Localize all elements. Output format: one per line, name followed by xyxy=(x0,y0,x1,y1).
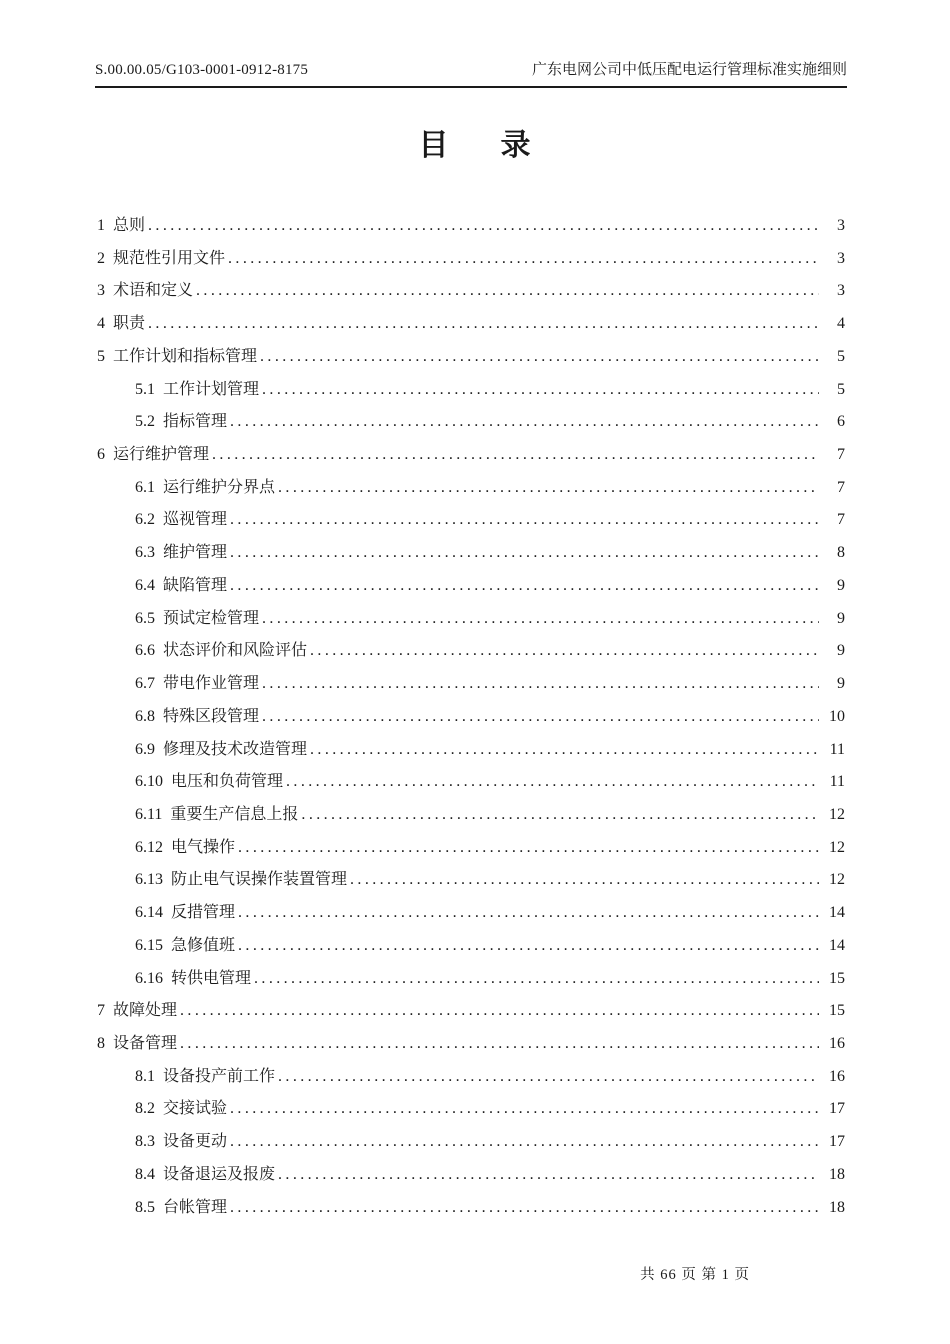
toc-dot-leader xyxy=(230,570,819,603)
toc-entry-label: 特殊区段管理 xyxy=(163,707,260,725)
toc-entry-number: 6.14 xyxy=(135,904,163,922)
toc-entry-page: 7 xyxy=(837,511,845,529)
toc-dot-leader xyxy=(262,668,819,701)
toc-entry-number: 8 xyxy=(97,1034,105,1052)
toc-entry xyxy=(97,1061,845,1094)
toc-entry-number: 7 xyxy=(97,1002,105,1020)
toc-entry-label: 规范性引用文件 xyxy=(113,249,226,267)
toc-dot-leader xyxy=(350,864,819,897)
toc-entry-number: 6.5 xyxy=(135,609,155,627)
toc-entry-page: 16 xyxy=(829,1034,845,1052)
toc-entry-page: 14 xyxy=(829,904,845,922)
toc-dot-leader xyxy=(262,603,819,636)
toc-entry-label: 转供电管理 xyxy=(171,969,252,987)
toc-entry-number: 6.2 xyxy=(135,511,155,529)
toc-entry-page: 5 xyxy=(837,347,845,365)
toc-entry-number: 5.2 xyxy=(135,413,155,431)
toc-entry-number: 6.3 xyxy=(135,544,155,562)
toc-dot-leader xyxy=(310,734,819,767)
toc-entry-label: 职责 xyxy=(113,315,146,333)
toc-entry xyxy=(97,275,845,308)
toc-entry xyxy=(97,1192,845,1225)
toc-entry-number: 1 xyxy=(97,217,105,234)
toc-entry-page: 8 xyxy=(837,544,845,562)
toc-entry-label: 缺陷管理 xyxy=(163,576,228,594)
toc-entry xyxy=(97,995,845,1028)
toc-entry-number: 6 xyxy=(97,446,105,464)
toc-entry-page: 15 xyxy=(829,969,845,987)
toc-entry-page: 18 xyxy=(829,1165,845,1183)
toc-dot-leader xyxy=(301,799,819,832)
toc-entry xyxy=(97,308,845,341)
toc-entry-number: 6.11 xyxy=(135,805,163,823)
toc-entry-page: 7 xyxy=(837,478,845,496)
toc-entry-label: 台帐管理 xyxy=(163,1198,228,1216)
toc-entry xyxy=(97,504,845,537)
toc-entry-label: 预试定检管理 xyxy=(163,609,260,627)
page-header xyxy=(95,60,847,88)
toc-dot-leader xyxy=(262,374,819,407)
toc-entry-label: 设备退运及报废 xyxy=(163,1165,276,1183)
toc-entry xyxy=(97,668,845,701)
toc-entry-page: 11 xyxy=(829,740,845,758)
toc-dot-leader xyxy=(238,930,819,963)
toc-dot-leader xyxy=(230,537,819,570)
page-footer: 共 66 页 第 1 页 xyxy=(640,1267,750,1283)
toc-entry-label: 术语和定义 xyxy=(113,282,194,300)
toc-entry-number: 5.1 xyxy=(135,380,155,398)
toc-entry-number: 6.10 xyxy=(135,773,163,791)
toc-entry xyxy=(97,799,845,832)
toc-dot-leader xyxy=(212,439,819,472)
toc-dot-leader xyxy=(148,210,819,243)
toc-entry-page: 6 xyxy=(837,413,845,431)
toc-entry-number: 8.1 xyxy=(135,1067,155,1085)
toc-entry-page: 9 xyxy=(837,609,845,627)
toc-entry-page: 12 xyxy=(829,838,845,856)
toc-dot-leader xyxy=(254,963,819,996)
toc-entry xyxy=(97,963,845,996)
toc-entry-page: 14 xyxy=(829,936,845,954)
toc-entry-page: 9 xyxy=(837,642,845,660)
toc-entry xyxy=(97,570,845,603)
toc-entry-number: 5 xyxy=(97,347,105,365)
toc-entry-label: 巡视管理 xyxy=(163,511,228,529)
toc-dot-leader xyxy=(238,897,819,930)
toc-entry-number: 6.15 xyxy=(135,936,163,954)
toc-entry xyxy=(97,897,845,930)
toc-entry xyxy=(97,1093,845,1126)
toc-entry-page: 3 xyxy=(837,282,845,300)
toc-entry xyxy=(97,210,845,243)
toc-entry-page: 9 xyxy=(837,576,845,594)
toc-entry xyxy=(97,406,845,439)
toc-dot-leader xyxy=(230,1192,819,1225)
toc-entry-label: 电气操作 xyxy=(171,838,236,856)
toc-entry-number: 6.13 xyxy=(135,871,163,889)
toc-entry-number: 6.7 xyxy=(135,675,155,693)
toc-entry-number: 6.4 xyxy=(135,576,155,594)
toc-entry-number: 8.2 xyxy=(135,1100,155,1118)
toc-entry-label: 工作计划管理 xyxy=(163,380,260,398)
toc-entry-label: 急修值班 xyxy=(171,936,236,954)
toc-dot-leader xyxy=(180,1028,819,1061)
toc-entry-number: 4 xyxy=(97,315,105,333)
toc-entry-number: 6.6 xyxy=(135,642,155,660)
toc-dot-leader xyxy=(278,1061,819,1094)
toc-dot-leader xyxy=(278,472,819,505)
toc-dot-leader xyxy=(230,1126,819,1159)
toc-entry-number: 6.12 xyxy=(135,838,163,856)
toc-entry-page: 9 xyxy=(837,675,845,693)
toc-entry-label: 重要生产信息上报 xyxy=(170,805,299,823)
toc-entry-page: 5 xyxy=(837,380,845,398)
toc-entry-page: 12 xyxy=(829,871,845,889)
toc-entry xyxy=(97,243,845,276)
toc-entry-number: 8.5 xyxy=(135,1198,155,1216)
toc-entry xyxy=(97,603,845,636)
toc-dot-leader xyxy=(286,766,819,799)
toc-entry xyxy=(97,832,845,865)
toc-dot-leader xyxy=(230,406,819,439)
toc-entry xyxy=(97,439,845,472)
toc-entry-label: 防止电气误操作装置管理 xyxy=(171,871,348,889)
toc-entry xyxy=(97,930,845,963)
toc-entry-page: 7 xyxy=(837,446,845,464)
toc-entry-page: 3 xyxy=(837,249,845,267)
header-doc-title: 广东电网公司中低压配电运行管理标准实施细则 xyxy=(531,62,847,78)
toc-entry-number: 6.9 xyxy=(135,740,155,758)
toc-entry-page: 16 xyxy=(829,1067,845,1085)
toc-dot-leader xyxy=(230,1093,819,1126)
toc-entry xyxy=(97,864,845,897)
toc-entry-number: 2 xyxy=(97,249,105,267)
toc-entry-number: 8.4 xyxy=(135,1165,155,1183)
toc-entry-page: 15 xyxy=(829,1002,845,1020)
toc-entry-label: 指标管理 xyxy=(163,413,228,431)
toc-entry xyxy=(97,766,845,799)
toc-entry-label: 带电作业管理 xyxy=(163,675,260,693)
toc-dot-leader xyxy=(238,832,819,865)
toc-entry-page: 11 xyxy=(829,773,845,791)
toc-entry-page: 17 xyxy=(829,1100,845,1118)
toc-entry-label: 故障处理 xyxy=(113,1002,178,1020)
toc-entry-label: 交接试验 xyxy=(163,1100,228,1118)
toc-entry xyxy=(97,341,845,374)
toc-dot-leader xyxy=(260,341,819,374)
toc-entry-number: 6.8 xyxy=(135,707,155,725)
page-title: 目 录 xyxy=(418,129,532,162)
toc-entry-page: 10 xyxy=(829,707,845,725)
toc-entry-page: 12 xyxy=(829,805,845,823)
toc-entry xyxy=(97,374,845,407)
toc-entry-label: 总则 xyxy=(113,217,146,234)
toc-dot-leader xyxy=(262,701,819,734)
toc-entry-page: 4 xyxy=(837,315,845,333)
toc-entry-label: 设备管理 xyxy=(113,1034,178,1052)
toc-dot-leader xyxy=(278,1159,819,1192)
toc-dot-leader xyxy=(230,504,819,537)
toc-entry xyxy=(97,734,845,767)
toc-entry-label: 状态评价和风险评估 xyxy=(163,642,308,660)
toc-entry xyxy=(97,1159,845,1192)
toc-entry-label: 电压和负荷管理 xyxy=(171,773,284,791)
toc-entry-number: 3 xyxy=(97,282,105,300)
toc-entry xyxy=(97,1028,845,1061)
toc-entry xyxy=(97,472,845,505)
toc-dot-leader xyxy=(228,243,819,276)
toc-entry-label: 维护管理 xyxy=(163,544,228,562)
toc-dot-leader xyxy=(148,308,819,341)
toc-entry xyxy=(97,635,845,668)
toc-entry-page: 17 xyxy=(829,1133,845,1151)
header-doc-code: S.00.00.05/G103-0001-0912-8175 xyxy=(95,62,309,78)
toc-entry xyxy=(97,1126,845,1159)
toc-entry xyxy=(97,537,845,570)
toc-entry-label: 设备投产前工作 xyxy=(163,1067,276,1085)
toc-entry-label: 工作计划和指标管理 xyxy=(113,347,258,365)
toc-entry-label: 反措管理 xyxy=(171,904,236,922)
toc-dot-leader xyxy=(310,635,819,668)
toc-entry-page: 3 xyxy=(837,217,845,234)
toc-dot-leader xyxy=(180,995,819,1028)
toc-dot-leader xyxy=(196,275,819,308)
toc-entry-label: 设备更动 xyxy=(163,1133,228,1151)
toc-entry-number: 6.1 xyxy=(135,478,155,496)
toc-entry-label: 修理及技术改造管理 xyxy=(163,740,308,758)
toc-entry-page: 18 xyxy=(829,1198,845,1216)
toc-entry-label: 运行维护分界点 xyxy=(163,478,276,496)
toc-entry-label: 运行维护管理 xyxy=(113,446,210,464)
toc-entry-number: 8.3 xyxy=(135,1133,155,1151)
toc-entry xyxy=(97,701,845,734)
toc-list xyxy=(97,210,845,1224)
toc-entry-number: 6.16 xyxy=(135,969,163,987)
